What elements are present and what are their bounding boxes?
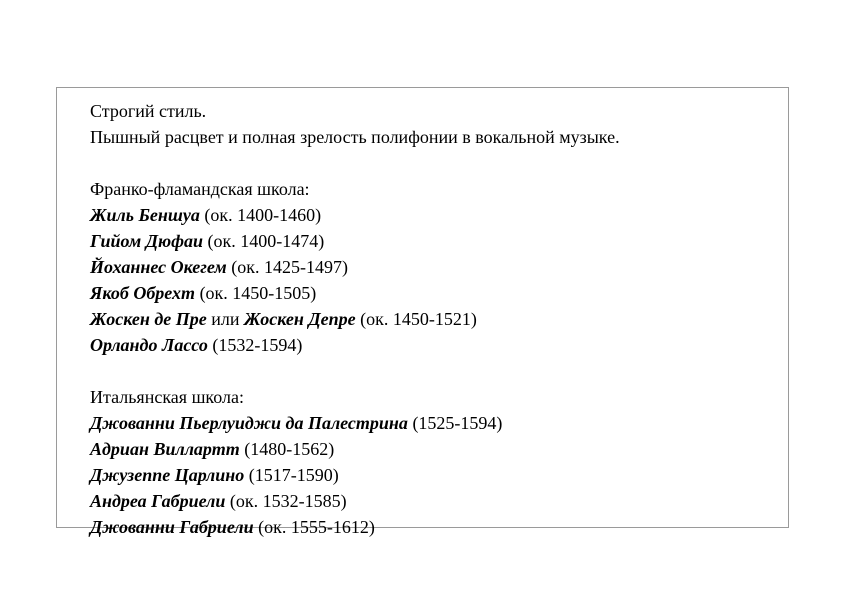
- composer-dates: (1480-1562): [239, 439, 335, 459]
- composer-line: [90, 436, 620, 462]
- composer-dates: (ок. 1450-1505): [195, 283, 317, 303]
- composer-name: Джованни Пьерлуиджи да Палестрина: [90, 413, 408, 433]
- composer-name: Якоб Обрехт: [90, 283, 196, 303]
- composer-name: Йоханнес Окегем: [90, 257, 227, 277]
- composer-line: [90, 410, 620, 436]
- composer-dates: (ок. 1555-1612): [253, 517, 375, 537]
- composer-line: [90, 306, 620, 332]
- composer-line: [90, 332, 620, 358]
- composer-name: Джузеппе Царлино: [90, 465, 245, 485]
- franco-flemish-label: Франко-фламандская школа:: [90, 179, 310, 199]
- italian-label: Итальянская школа:: [90, 387, 244, 407]
- composer-dates: (ок. 1532-1585): [225, 491, 347, 511]
- composer-dates: (ок. 1425-1497): [226, 257, 348, 277]
- composer-name: Жиль Беншуа: [90, 205, 200, 225]
- composer-name: Жоскен де Пре: [90, 309, 207, 329]
- composer-line: [90, 202, 620, 228]
- composer-line: [90, 280, 620, 306]
- composer-line: [90, 514, 620, 540]
- spacer: [90, 358, 620, 384]
- composer-line: [90, 228, 620, 254]
- composer-name: Андреа Габриели: [90, 491, 226, 511]
- composer-name: Джованни Габриели: [90, 517, 254, 537]
- composer-dates: (ок. 1450-1521): [355, 309, 477, 329]
- heading-title: Строгий стиль.: [90, 101, 207, 121]
- composer-connector: или: [206, 309, 245, 329]
- composer-line: [90, 254, 620, 280]
- composer-name: Адриан Виллартт: [90, 439, 240, 459]
- text-frame: [56, 87, 789, 537]
- composer-name: Орландо Лассо: [90, 335, 208, 355]
- composer-dates: (1517-1590): [244, 465, 339, 485]
- text-content: [90, 98, 620, 540]
- spacer: [90, 150, 620, 176]
- composer-line: [90, 488, 620, 514]
- heading-subtitle: Пышный расцвет и полная зрелость полифонии в вокальной музыке.: [90, 127, 620, 147]
- composer-alt-name: Жоскен Депре: [244, 309, 356, 329]
- composer-dates: (ок. 1400-1474): [203, 231, 325, 251]
- composer-name: Гийом Дюфаи: [90, 231, 204, 251]
- composer-dates: (1525-1594): [407, 413, 503, 433]
- composer-line: [90, 462, 620, 488]
- composer-dates: (ок. 1400-1460): [199, 205, 322, 225]
- composer-dates: (1532-1594): [207, 335, 303, 355]
